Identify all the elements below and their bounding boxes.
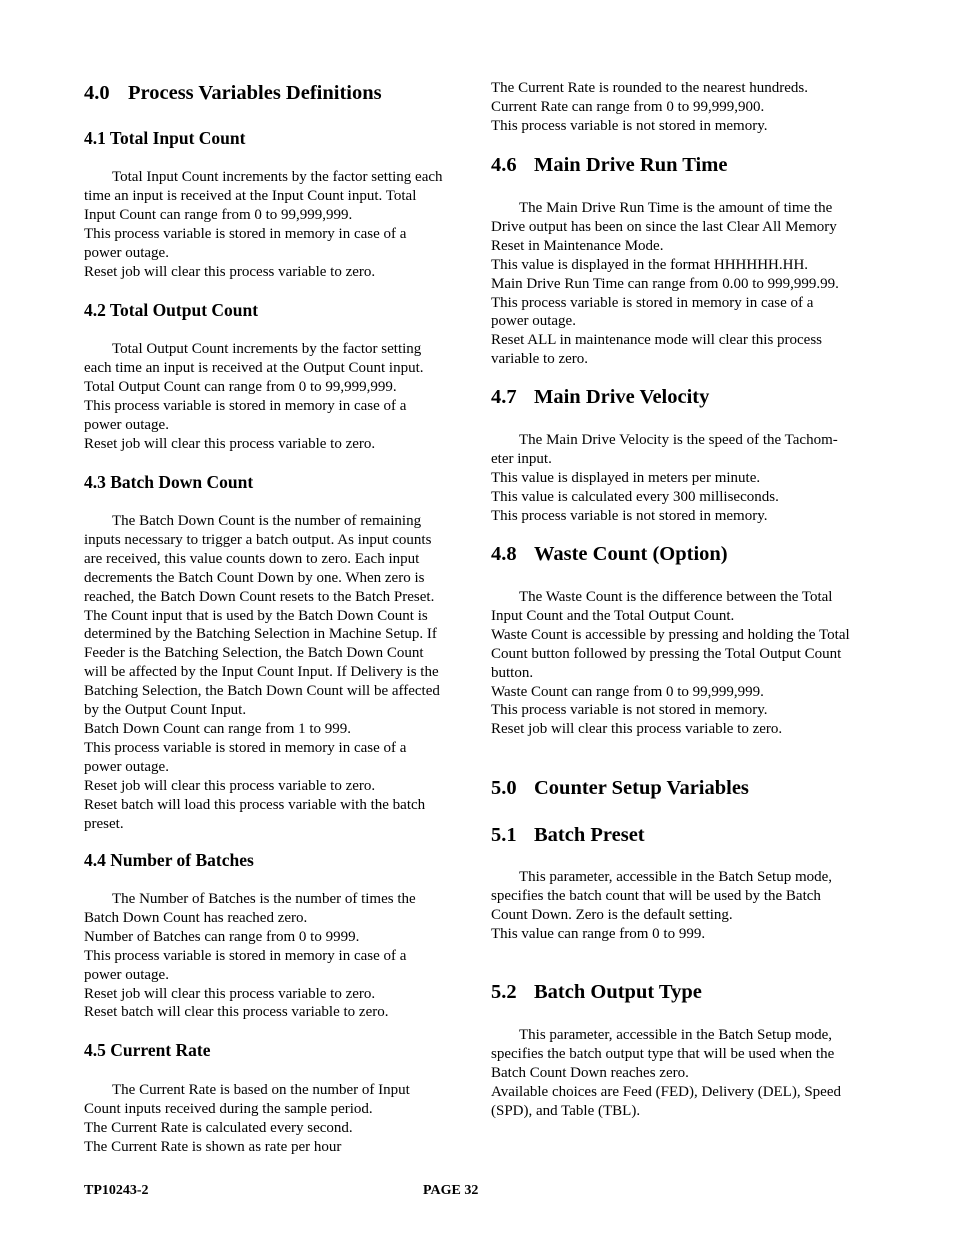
text-line: Waste Count can range from 0 to 99,999,999. <box>491 683 764 700</box>
section-number: 4.7 <box>491 386 517 408</box>
text-line: Batch Down Count has reached zero. <box>84 909 308 926</box>
section-title: Batch Preset <box>534 824 645 846</box>
text-line: The Batch Down Count is the number of remaining <box>112 513 422 529</box>
text-line: are received, this value counts down to zero. Each input <box>84 550 420 567</box>
text-line: This process variable is not stored in memory. <box>491 702 768 719</box>
text-line: preset. <box>84 815 124 832</box>
text-line: This parameter, accessible in the Batch Setup mode, <box>519 1027 833 1043</box>
text-line: Total Output Count increments by the factor setting <box>112 341 422 357</box>
section-body-4-1 <box>84 168 476 281</box>
text-line: time an input is received at the Input Count input. Total <box>84 187 417 204</box>
section-body-5-2 <box>491 1026 883 1121</box>
section-heading-5-1 <box>491 824 645 847</box>
text-line: eter input. <box>491 450 552 467</box>
text-line: Total Input Count increments by the factor setting each <box>112 169 443 185</box>
text-line: power outage. <box>491 313 576 330</box>
text-line: Total Output Count can range from 0 to 99,999,999. <box>84 378 397 395</box>
section-heading-4-2: 4.2 Total Output Count <box>84 300 259 320</box>
section-number: 5.1 <box>491 824 517 846</box>
section-body-4-8 <box>491 588 883 739</box>
text-line: This process variable is not stored in memory. <box>491 117 768 134</box>
section-title: Main Drive Velocity <box>534 386 710 408</box>
text-line: This process variable is stored in memory in case of a <box>84 947 407 964</box>
text-line: each time an input is received at the Output Count input. <box>84 359 424 376</box>
text-line: Batch Down Count can range from 1 to 999. <box>84 720 352 737</box>
text-line: The Count input that is used by the Batch Down Count is <box>84 607 428 624</box>
text-line: Batching Selection, the Batch Down Count will be affected <box>84 683 440 700</box>
section-title: Batch Output Type <box>534 981 702 1003</box>
text-line: variable to zero. <box>491 351 589 368</box>
text-line: Feeder is the Batching Selection, the Batch Down Count <box>84 645 424 662</box>
section-heading-4-6 <box>491 154 727 177</box>
section-body-4-6 <box>491 199 883 369</box>
section-number: 4.6 <box>491 154 517 176</box>
text-line: (SPD), and Table (TBL). <box>491 1102 641 1119</box>
chapter-title: Process Variables Definitions <box>128 82 382 104</box>
text-line: Waste Count is accessible by pressing and holding the Total <box>491 626 850 643</box>
text-line: Count button followed by pressing the Total Output Count <box>491 645 842 662</box>
text-line: The Current Rate is rounded to the nearest hundreds. <box>491 80 808 96</box>
chapter-heading-4 <box>84 82 382 105</box>
text-line: Main Drive Run Time can range from 0.00 to 999,999.99. <box>491 275 839 292</box>
chapter-title: Counter Setup Variables <box>534 777 749 799</box>
text-line: Drive output has been on since the last Clear All Memory <box>491 218 837 235</box>
text-line: button. <box>491 664 534 681</box>
section-heading-4-3: 4.3 Batch Down Count <box>84 472 254 492</box>
section-heading-5-2 <box>491 981 702 1004</box>
footer-page-number: PAGE 32 <box>423 1183 479 1198</box>
text-line: determined by the Batching Selection in Machine Setup. If <box>84 626 437 643</box>
text-line: The Current Rate is based on the number of Input <box>112 1082 410 1098</box>
text-line: The Current Rate is calculated every second. <box>84 1119 353 1136</box>
text-line: This process variable is not stored in memory. <box>491 507 768 524</box>
text-line: specifies the batch count that will be used by the Batch <box>491 887 821 904</box>
text-line: This process variable is stored in memory in case of a <box>84 739 407 756</box>
chapter-number: 4.0 <box>84 82 110 104</box>
text-line: This process variable is stored in memory in case of a <box>491 294 814 311</box>
text-line: reached, the Batch Down Count resets to the Batch Preset. <box>84 588 435 605</box>
text-line: This value can range from 0 to 999. <box>491 925 706 942</box>
text-line: Input Count and the Total Output Count. <box>491 607 735 624</box>
text-line: The Number of Batches is the number of times the <box>112 891 416 907</box>
text-line: This process variable is stored in memory in case of a <box>84 225 407 242</box>
section-heading-4-4: 4.4 Number of Batches <box>84 850 254 870</box>
text-line: The Waste Count is the difference between the Total <box>519 589 833 605</box>
section-heading-4-8 <box>491 543 728 566</box>
section-body-4-5-continued <box>491 79 883 136</box>
text-line: Reset batch will clear this process variable to zero. <box>84 1004 389 1021</box>
footer-doc-id: TP10243-2 <box>84 1183 149 1198</box>
text-line: Reset ALL in maintenance mode will clear this process <box>491 332 823 349</box>
text-line: Count Down. Zero is the default setting. <box>491 906 733 923</box>
section-title: Main Drive Run Time <box>534 154 728 176</box>
text-line: inputs necessary to trigger a batch output. As input counts <box>84 531 432 548</box>
section-body-4-5 <box>84 1081 476 1157</box>
section-body-5-1 <box>491 868 883 944</box>
text-line: Input Count can range from 0 to 99,999,999. <box>84 206 353 223</box>
section-body-4-7 <box>491 431 883 526</box>
section-body-4-3 <box>84 512 476 833</box>
chapter-number: 5.0 <box>491 777 517 799</box>
text-line: Reset job will clear this process variable to zero. <box>84 435 376 452</box>
chapter-heading-5 <box>491 777 749 800</box>
text-line: This value is calculated every 300 milliseconds. <box>491 488 779 505</box>
text-line: Batch Count Down reaches zero. <box>491 1064 689 1081</box>
text-line: Current Rate can range from 0 to 99,999,900. <box>491 98 765 115</box>
text-line: decrements the Batch Count Down by one. When zero is <box>84 569 425 586</box>
section-heading-4-7 <box>491 386 709 409</box>
section-body-4-2 <box>84 340 476 453</box>
text-line: This value is displayed in the format HHHHHH.HH. <box>491 256 809 273</box>
section-number: 5.2 <box>491 981 517 1003</box>
section-heading-4-1: 4.1 Total Input Count <box>84 128 246 148</box>
text-line: power outage. <box>84 416 169 433</box>
text-line: This parameter, accessible in the Batch Setup mode, <box>519 869 833 885</box>
text-line: Count inputs received during the sample period. <box>84 1100 373 1117</box>
text-line: Reset job will clear this process variable to zero. <box>84 263 376 280</box>
text-line: power outage. <box>84 758 169 775</box>
text-line: The Main Drive Velocity is the speed of the Tachom- <box>519 432 838 448</box>
text-line: The Current Rate is shown as rate per hour <box>84 1138 342 1155</box>
text-line: Reset job will clear this process variable to zero. <box>84 985 376 1002</box>
section-title: Waste Count (Option) <box>534 543 728 565</box>
text-line: Number of Batches can range from 0 to 9999. <box>84 928 360 945</box>
section-body-4-4 <box>84 890 476 1022</box>
text-line: Reset job will clear this process variable to zero. <box>491 721 783 738</box>
text-line: power outage. <box>84 244 169 261</box>
text-line: Reset job will clear this process variable to zero. <box>84 777 376 794</box>
section-heading-4-5: 4.5 Current Rate <box>84 1040 211 1060</box>
text-line: will be affected by the Input Count Input. If Delivery is the <box>84 664 439 681</box>
text-line: specifies the batch output type that will be used when the <box>491 1045 835 1062</box>
section-number: 4.8 <box>491 543 517 565</box>
text-line: This process variable is stored in memory in case of a <box>84 397 407 414</box>
text-line: The Main Drive Run Time is the amount of time the <box>519 200 833 216</box>
text-line: Available choices are Feed (FED), Delivery (DEL), Speed <box>491 1083 842 1100</box>
text-line: This value is displayed in meters per minute. <box>491 469 761 486</box>
text-line: Reset in Maintenance Mode. <box>491 237 664 254</box>
text-line: Reset batch will load this process variable with the batch <box>84 796 426 813</box>
text-line: by the Output Count Input. <box>84 702 247 719</box>
text-line: power outage. <box>84 966 169 983</box>
